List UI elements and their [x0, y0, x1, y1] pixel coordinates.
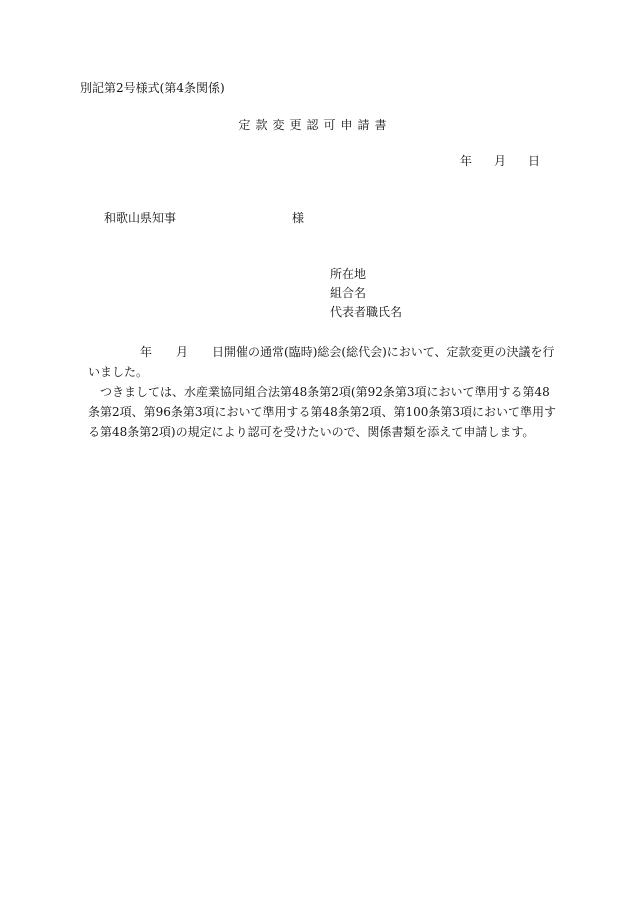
- applicant-representative: 代表者職氏名: [330, 305, 403, 319]
- applicant-block: [330, 268, 402, 318]
- date-month: 月: [493, 154, 506, 168]
- body-para1-rest: 日開催の通常(臨時)総会(総代会)において、定款変更の決議を行いました。: [88, 345, 555, 379]
- date-line: [460, 155, 540, 167]
- body-text: [88, 342, 556, 442]
- body-paragraph-1: [88, 342, 556, 382]
- addressee-name: 和歌山県知事: [104, 211, 177, 225]
- body-para1-year: 年: [140, 345, 153, 359]
- date-day: 日: [527, 154, 540, 168]
- form-label: 別記第2号様式(第4条関係): [80, 81, 225, 95]
- addressee: [104, 212, 304, 224]
- date-year: 年: [459, 154, 472, 168]
- addressee-honorific: 様: [292, 211, 305, 225]
- body-paragraph-2: つきましては、水産業協同組合法第48条第2項(第92条第3項において準用する第48条第2項、第96条第3項において準用する第48条第2項、第100条第3項において準用する第48条第2項)の規定により認可を受けたいので、関係書類を添えて申請します。: [88, 385, 556, 439]
- applicant-association-name: 組合名: [330, 286, 367, 300]
- document-title: 定款変更認可申請書: [238, 118, 392, 132]
- applicant-location: 所在地: [330, 267, 367, 281]
- body-para1-month: 月: [176, 345, 189, 359]
